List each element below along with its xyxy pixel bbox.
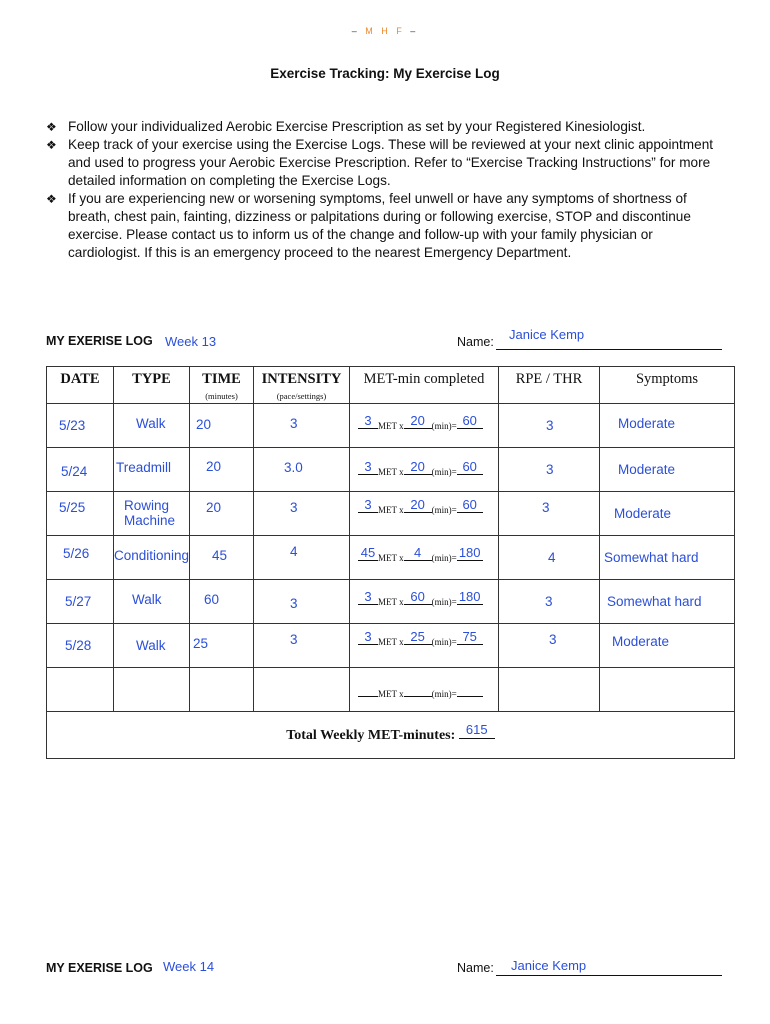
name-field-line xyxy=(496,348,722,350)
rpe-cell: 3 xyxy=(542,500,550,515)
date-cell: 5/24 xyxy=(61,464,88,479)
header-date: DATE xyxy=(47,367,114,404)
time-cell: 45 xyxy=(212,548,228,563)
name-value: Janice Kemp xyxy=(509,327,585,342)
diamond-bullet-icon: ❖ xyxy=(46,192,57,206)
date-cell: 5/25 xyxy=(59,500,86,515)
time-cell: 20 xyxy=(206,500,222,515)
date-cell: 5/27 xyxy=(65,594,92,609)
type-cell: Walk xyxy=(136,416,166,431)
met-calculation: 3 MET x 25 (min)= 75 xyxy=(358,632,483,647)
rpe-cell: 3 xyxy=(545,594,553,609)
diamond-bullet-icon: ❖ xyxy=(46,120,57,134)
table-row xyxy=(47,624,735,668)
log-heading: MY EXERISE LOG xyxy=(46,961,153,975)
rpe-cell: 3 xyxy=(549,632,557,647)
name-label: Name: xyxy=(457,961,494,975)
date-cell: 5/28 xyxy=(65,638,92,653)
met-calculation: 3 MET x 20 (min)= 60 xyxy=(358,416,483,431)
header-rpe: RPE / THR xyxy=(499,367,600,404)
name-field-line xyxy=(496,974,722,976)
name-label: Name: xyxy=(457,335,494,349)
type-cell: Treadmill xyxy=(116,460,172,475)
met-calculation: 3 MET x 20 (min)= 60 xyxy=(358,500,483,515)
date-cell: 5/23 xyxy=(59,418,86,433)
intensity-cell: 3 xyxy=(290,500,298,515)
type-cell: Conditioning xyxy=(114,548,190,563)
week-value: Week 13 xyxy=(165,334,217,349)
log-heading: MY EXERISE LOG xyxy=(46,334,153,348)
met-calculation: 3 MET x 60 (min)= 180 xyxy=(358,592,483,607)
intensity-cell: 3.0 xyxy=(284,460,303,475)
time-cell: 60 xyxy=(204,592,220,607)
time-cell: 25 xyxy=(193,636,209,651)
header-intensity: INTENSITY (pace/settings) xyxy=(254,367,350,404)
instructions-list xyxy=(46,118,726,262)
intensity-cell: 3 xyxy=(290,416,298,431)
table-row xyxy=(47,404,735,448)
header-time: TIME (minutes) xyxy=(190,367,254,404)
total-value: 615 xyxy=(465,722,488,737)
page-title: Exercise Tracking: My Exercise Log xyxy=(270,66,500,81)
instruction-item: ❖ If you are experiencing new or worsening symptoms, feel unwell or have any symptoms of shortness of breath, chest pain, fainting, dizziness or palpitations during or following exercise, STOP and discontinue exercise. Please contact us to inform us of the change and follow-up with your family physician or cardiologist. If this is an emergency proceed to the nearest Emergency Department. xyxy=(46,191,691,260)
symptoms-cell: Moderate xyxy=(614,506,672,521)
table-header-row xyxy=(47,367,735,404)
header-met: MET-min completed xyxy=(350,367,499,404)
type-cell: Walk xyxy=(136,638,166,653)
table-row xyxy=(47,580,735,624)
rpe-cell: 3 xyxy=(546,418,554,433)
logo: – M H F – xyxy=(351,26,419,36)
diamond-bullet-icon: ❖ xyxy=(46,138,57,152)
table-row xyxy=(47,492,735,536)
instruction-item: ❖ Follow your individualized Aerobic Exercise Prescription as set by your Registered Kinesiologist. xyxy=(46,119,646,134)
type-cell: Rowing Machine xyxy=(124,498,176,528)
intensity-cell: 3 xyxy=(290,596,298,611)
intensity-cell: 4 xyxy=(290,544,298,559)
intensity-cell: 3 xyxy=(290,632,298,647)
rpe-cell: 3 xyxy=(546,462,554,477)
met-calculation: MET x (min)= xyxy=(358,684,483,699)
met-calculation: 45 MET x 4 (min)= 180 xyxy=(358,548,483,563)
header-symptoms: Symptoms xyxy=(600,367,735,404)
instruction-item: ❖ Keep track of your exercise using the Exercise Logs. These will be reviewed at your next clinic appointment and used to progress your Aerobic Exercise Prescription. Refer to “Exercise Tracking Instructions” for more detailed information on completing the Exercise Logs. xyxy=(46,137,714,188)
time-cell: 20 xyxy=(196,417,212,432)
date-cell: 5/26 xyxy=(63,546,90,561)
week-value: Week 14 xyxy=(163,959,215,974)
header-type: TYPE xyxy=(114,367,190,404)
symptoms-cell: Moderate xyxy=(618,416,676,431)
symptoms-cell: Moderate xyxy=(612,634,670,649)
table-row xyxy=(47,536,735,580)
name-value: Janice Kemp xyxy=(511,958,587,973)
met-calculation: 3 MET x 20 (min)= 60 xyxy=(358,462,483,477)
total-weekly-met: Total Weekly MET-minutes: 615 xyxy=(47,724,734,744)
total-row xyxy=(47,712,735,759)
table-row xyxy=(47,448,735,492)
symptoms-cell: Somewhat hard xyxy=(607,594,702,609)
time-cell: 20 xyxy=(206,459,222,474)
symptoms-cell: Moderate xyxy=(618,462,676,477)
rpe-cell: 4 xyxy=(548,550,556,565)
table-row xyxy=(47,668,735,712)
exercise-log-table xyxy=(46,366,735,759)
symptoms-cell: Somewhat hard xyxy=(604,550,699,565)
type-cell: Walk xyxy=(132,592,162,607)
